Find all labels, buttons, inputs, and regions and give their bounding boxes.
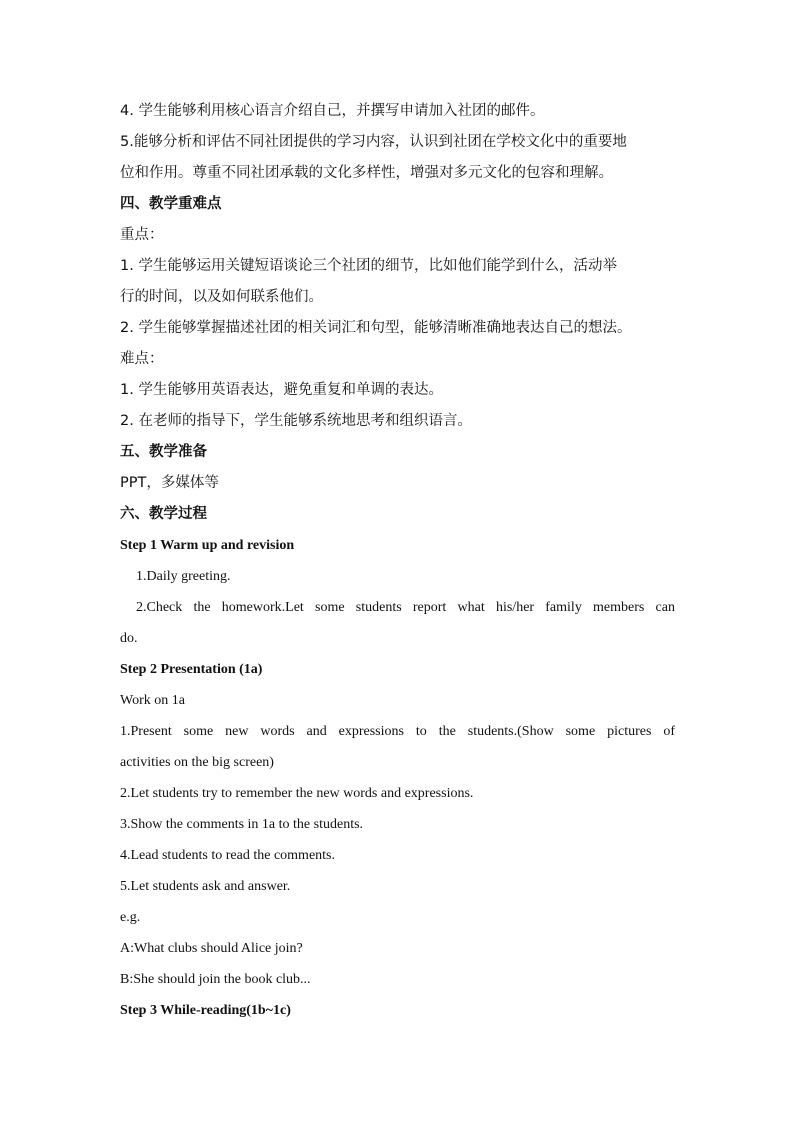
step-2-item-1-line-1: 1.Present some new words and expressions to the students.(Show some pictures of — [120, 724, 675, 739]
section-heading-preparation: 五、教学准备 — [120, 444, 207, 460]
step-2-item-1-line-2: activities on the big screen) — [120, 755, 274, 770]
difficult-point-1: 1. 学生能够用英语表达，避免重复和单调的表达。 — [120, 382, 443, 398]
key-point-2: 2. 学生能够掌握描述社团的相关词汇和句型，能够清晰准确地表达自己的想法。 — [120, 320, 632, 336]
objective-5-line-1: 5.能够分析和评估不同社团提供的学习内容，认识到社团在学校文化中的重要地 — [120, 134, 627, 150]
key-point-1-line-2: 行的时间，以及如何联系他们。 — [120, 289, 323, 305]
objective-4: 4. 学生能够利用核心语言介绍自己，并撰写申请加入社团的邮件。 — [120, 103, 545, 119]
step-2-subheading: Work on 1a — [120, 693, 185, 708]
step-2-dialog-a: A:What clubs should Alice join? — [120, 941, 303, 956]
step-1-item-2-line-2: do. — [120, 631, 138, 646]
preparation-text: PPT，多媒体等 — [120, 475, 219, 491]
key-points-label: 重点： — [120, 227, 164, 243]
section-heading-key-difficult-points: 四、教学重难点 — [120, 196, 222, 212]
step-2-heading: Step 2 Presentation (1a) — [120, 662, 263, 677]
objective-5-line-2: 位和作用。尊重不同社团承载的文化多样性，增强对多元文化的包容和理解。 — [120, 165, 613, 181]
step-2-example-label: e.g. — [120, 910, 141, 925]
section-heading-process: 六、教学过程 — [120, 506, 207, 522]
difficult-points-label: 难点： — [120, 351, 164, 367]
step-1-item-1: 1.Daily greeting. — [136, 569, 231, 584]
key-point-1-line-1: 1. 学生能够运用关键短语谈论三个社团的细节，比如他们能学到什么，活动举 — [120, 258, 617, 274]
step-3-heading: Step 3 While-reading(1b~1c) — [120, 1003, 291, 1018]
difficult-point-2: 2. 在老师的指导下，学生能够系统地思考和组织语言。 — [120, 413, 472, 429]
step-2-item-3: 3.Show the comments in 1a to the students. — [120, 817, 364, 832]
step-2-item-4: 4.Lead students to read the comments. — [120, 848, 335, 863]
step-1-heading: Step 1 Warm up and revision — [120, 538, 295, 553]
document-body — [120, 96, 675, 1026]
step-2-item-2: 2.Let students try to remember the new words and expressions. — [120, 786, 474, 801]
step-1-item-2-line-1: 2.Check the homework.Let some students report what his/her family members can — [136, 600, 675, 615]
step-2-dialog-b: B:She should join the book club... — [120, 972, 311, 987]
step-2-item-5: 5.Let students ask and answer. — [120, 879, 291, 894]
